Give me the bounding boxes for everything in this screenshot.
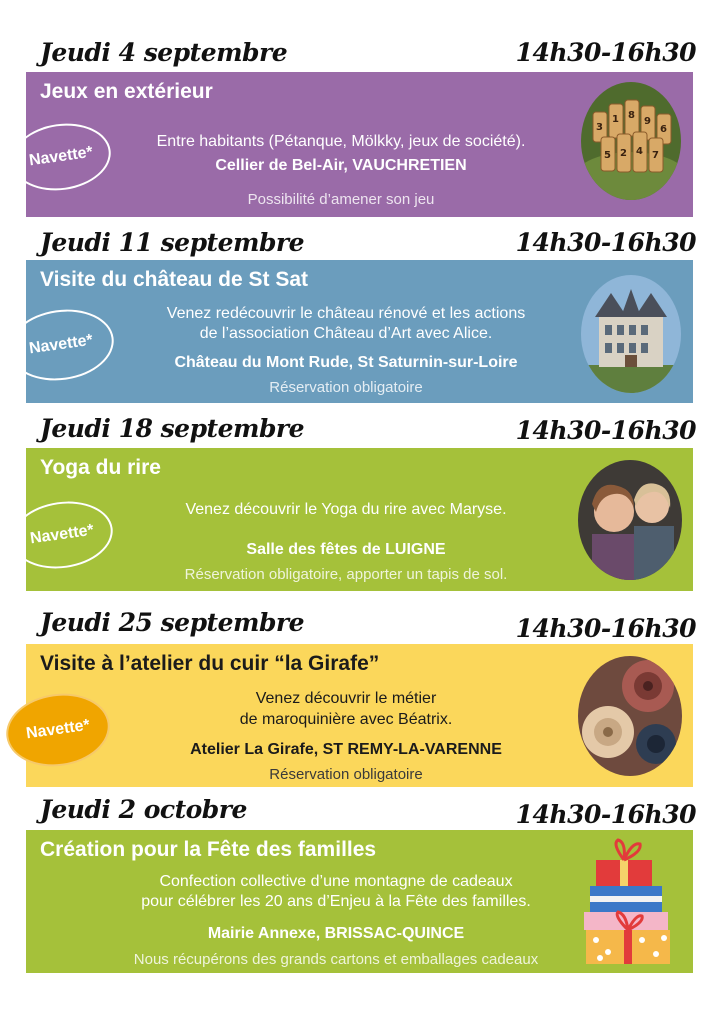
event-time: 14h30-16h30 <box>515 800 696 829</box>
gift-boxes-illustration <box>582 836 682 966</box>
event-description: Venez redécouvrir le château rénové et les actions <box>166 305 526 322</box>
event-card <box>26 72 693 217</box>
svg-text:5: 5 <box>604 150 611 161</box>
event-note: Possibilité d’amener son jeu <box>247 191 435 208</box>
navette-badge: Navette* <box>4 303 119 387</box>
event-date: Jeudi 25 septembre <box>40 608 305 637</box>
event-title: Création pour la Fête des familles <box>40 838 377 861</box>
navette-badge: Navette* <box>7 495 117 575</box>
svg-text:4: 4 <box>636 146 643 157</box>
event-note: Nous récupérons des grands cartons et emballages cadeaux <box>133 951 539 968</box>
event-location: Cellier de Bel-Air, VAUCHRETIEN <box>215 157 467 174</box>
svg-text:8: 8 <box>628 110 635 121</box>
event-title: Yoga du rire <box>40 456 161 479</box>
event-description: de l’association Château d’Art avec Alice. <box>199 325 493 342</box>
event-note: Réservation obligatoire <box>269 379 423 396</box>
svg-text:2: 2 <box>620 148 627 159</box>
event-description: Venez découvrir le Yoga du rire avec Maryse. <box>185 501 507 518</box>
event-description: pour célébrer les 20 ans d’Enjeu à la Fête des familles. <box>141 893 531 910</box>
event-title: Visite à l’atelier du cuir “la Girafe” <box>40 652 380 675</box>
chateau-photo <box>581 275 681 393</box>
navette-badge: Navette* <box>1 687 114 773</box>
event-location: Mairie Annexe, BRISSAC-QUINCE <box>207 925 465 942</box>
event-title: Visite du château de St Sat <box>40 268 309 291</box>
event-date: Jeudi 11 septembre <box>40 228 305 257</box>
event-card <box>26 448 693 591</box>
event-note: Réservation obligatoire, apporter un tapis de sol. <box>184 566 508 583</box>
event-description: Venez découvrir le métier <box>255 690 437 707</box>
event-date: Jeudi 2 octobre <box>40 795 247 824</box>
event-time: 14h30-16h30 <box>515 614 696 643</box>
event-title: Jeux en extérieur <box>40 80 213 103</box>
laughing-women-photo <box>578 460 682 580</box>
event-description: Confection collective d’une montagne de cadeaux <box>159 873 513 890</box>
svg-text:7: 7 <box>652 150 659 161</box>
event-card <box>26 260 693 403</box>
event-date: Jeudi 18 septembre <box>40 414 305 443</box>
leather-rolls-photo <box>578 656 682 776</box>
event-card <box>26 644 693 787</box>
event-location: Atelier La Girafe, ST REMY-LA-VARENNE <box>190 741 502 758</box>
event-location: Château du Mont Rude, St Saturnin-sur-Loire <box>174 354 518 371</box>
event-location: Salle des fêtes de LUIGNE <box>246 541 446 558</box>
event-time: 14h30-16h30 <box>515 38 696 67</box>
event-card <box>26 830 693 973</box>
svg-text:6: 6 <box>660 124 667 135</box>
event-description: Entre habitants (Pétanque, Mölkky, jeux de société). <box>156 133 526 150</box>
event-description: de maroquinière avec Béatrix. <box>239 711 453 728</box>
molkky-pins-photo <box>581 82 681 200</box>
event-time: 14h30-16h30 <box>515 228 696 257</box>
event-time: 14h30-16h30 <box>515 416 696 445</box>
navette-badge: Navette* <box>7 117 115 196</box>
event-note: Réservation obligatoire <box>269 766 423 783</box>
svg-text:9: 9 <box>644 116 651 127</box>
svg-text:1: 1 <box>612 114 619 125</box>
event-date: Jeudi 4 septembre <box>40 38 288 67</box>
svg-text:3: 3 <box>596 122 603 133</box>
